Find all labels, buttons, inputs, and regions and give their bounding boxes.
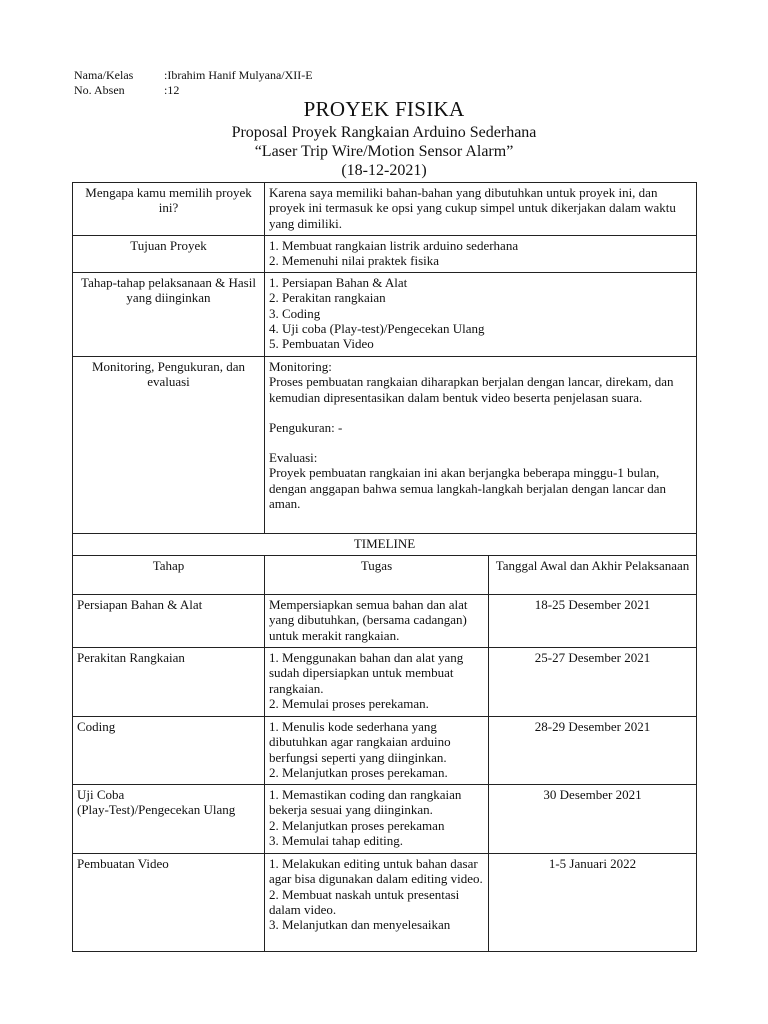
col-tanggal-header: Tanggal Awal dan Akhir Pelaksanaan <box>489 556 697 595</box>
tahap-cell <box>73 595 265 648</box>
steps-label: Tahap-tahap pelaksanaan & Hasil yang diinginkan <box>73 273 265 357</box>
absen-row <box>74 83 313 98</box>
pengukuran-text: Pengukuran: - <box>269 419 343 435</box>
tahap-line: Pembuatan Video <box>77 856 169 871</box>
col-tugas-header: Tugas <box>265 556 489 595</box>
tugas-line: 1. Melakukan editing untuk bahan dasar agar bisa digunakan dalam editing video. <box>269 856 483 887</box>
tahap-cell <box>73 785 265 854</box>
reason-text: Karena saya memiliki bahan-bahan yang dibutuhkan untuk proyek ini, dan proyek ini termasuk ke opsi yang cukup simpel untuk dikerjakan dalam waktu yang dimiliki. <box>265 183 697 236</box>
steps-list <box>265 273 697 357</box>
reason-label: Mengapa kamu memilih proyek ini? <box>73 183 265 236</box>
subtitle-block <box>0 123 768 180</box>
student-info <box>74 68 313 98</box>
tahap-line: (Play-Test)/Pengecekan Ulang <box>77 802 236 818</box>
evaluasi-text: Proyek pembuatan rangkaian ini akan berjangka beberapa minggu-1 bulan, dengan anggapan bahwa semua langkah-langkah berjalan dengan lancar dan aman. <box>269 465 667 512</box>
tugas-cell <box>265 717 489 785</box>
tanggal-cell: 28-29 Desember 2021 <box>489 717 697 785</box>
goal-item: 1. Membuat rangkaian listrik arduino sederhana <box>269 238 519 253</box>
tugas-line: 3. Memulai tahap editing. <box>269 832 403 848</box>
step-item: 5. Pembuatan Video <box>269 336 374 352</box>
monitoring-content <box>265 357 697 534</box>
timeline-heading-row <box>73 534 697 556</box>
tugas-line: Mempersiapkan semua bahan dan alat yang dibutuhkan, (bersama cadangan) untuk merakit rangkaian. <box>269 597 468 643</box>
tanggal-cell: 18-25 Desember 2021 <box>489 595 697 648</box>
goal-label: Tujuan Proyek <box>73 236 265 273</box>
tugas-cell <box>265 648 489 717</box>
tahap-cell <box>73 854 265 952</box>
step-item: 1. Persiapan Bahan & Alat <box>269 275 408 290</box>
spacer <box>269 435 692 450</box>
proposal-table <box>72 182 697 952</box>
step-item: 2. Perakitan rangkaian <box>269 290 386 306</box>
steps-row <box>73 273 697 357</box>
tugas-cell <box>265 854 489 952</box>
spacer <box>269 405 692 420</box>
timeline-row <box>73 648 697 717</box>
absen-label: No. Absen <box>74 83 125 97</box>
timeline-row <box>73 717 697 785</box>
timeline-header-row <box>73 556 697 595</box>
step-item: 3. Coding <box>269 305 321 321</box>
tanggal-cell: 30 Desember 2021 <box>489 785 697 854</box>
subtitle-date: (18-12-2021) <box>341 162 427 179</box>
name-row <box>74 68 313 83</box>
tugas-line: 2. Membuat naskah untuk presentasi dalam video. <box>269 886 460 917</box>
goal-row <box>73 236 697 273</box>
reason-row <box>73 183 697 236</box>
subtitle-project: “Laser Trip Wire/Motion Sensor Alarm” <box>254 143 514 160</box>
absen-value: :12 <box>164 83 180 97</box>
tahap-line: Uji Coba <box>77 787 125 802</box>
evaluasi-heading: Evaluasi: <box>269 450 318 466</box>
monitoring-row <box>73 357 697 534</box>
goal-list <box>265 236 697 273</box>
goal-item: 2. Memenuhi nilai praktek fisika <box>269 253 440 269</box>
step-item: 4. Uji coba (Play-test)/Pengecekan Ulang <box>269 320 485 336</box>
tahap-line: Persiapan Bahan & Alat <box>77 597 203 612</box>
col-tahap-header: Tahap <box>73 556 265 595</box>
monitoring-text: Proses pembuatan rangkaian diharapkan berjalan dengan lancar, direkam, dan kemudian dipresentasikan dalam bentuk video beserta penjelasan suara. <box>269 374 674 405</box>
tanggal-cell: 25-27 Desember 2021 <box>489 648 697 717</box>
tanggal-cell: 1-5 Januari 2022 <box>489 854 697 952</box>
tugas-line: 1. Menggunakan bahan dan alat yang sudah dipersiapkan untuk membuat rangkaian. <box>269 650 464 696</box>
subtitle-proposal: Proposal Proyek Rangkaian Arduino Sederhana <box>231 124 537 141</box>
tugas-cell <box>265 785 489 854</box>
tahap-cell <box>73 648 265 717</box>
tahap-line: Perakitan Rangkaian <box>77 650 185 665</box>
name-value: :Ibrahim Hanif Mulyana/XII-E <box>164 68 313 82</box>
tugas-line: 1. Memastikan coding dan rangkaian bekerja sesuai yang diinginkan. <box>269 787 462 818</box>
tugas-cell <box>265 595 489 648</box>
tugas-line: 3. Melanjutkan dan menyelesaikan <box>269 917 451 933</box>
tahap-line: Coding <box>77 719 116 734</box>
tugas-line: 2. Melanjutkan proses perekaman <box>269 817 445 833</box>
monitoring-heading: Monitoring: <box>269 359 332 374</box>
tugas-line: 2. Memulai proses perekaman. <box>269 695 429 711</box>
tahap-cell <box>73 717 265 785</box>
page-title: PROYEK FISIKA <box>303 97 465 121</box>
tugas-line: 1. Menulis kode sederhana yang dibutuhkan agar rangkaian arduino berfungsi seperti yang diinginkan. <box>269 719 451 765</box>
timeline-heading: TIMELINE <box>73 534 697 556</box>
timeline-row <box>73 595 697 648</box>
timeline-row <box>73 785 697 854</box>
monitoring-label: Monitoring, Pengukuran, dan evaluasi <box>73 357 265 534</box>
timeline-row <box>73 854 697 952</box>
tugas-line: 2. Melanjutkan proses perekaman. <box>269 764 448 780</box>
name-label: Nama/Kelas <box>74 68 134 82</box>
